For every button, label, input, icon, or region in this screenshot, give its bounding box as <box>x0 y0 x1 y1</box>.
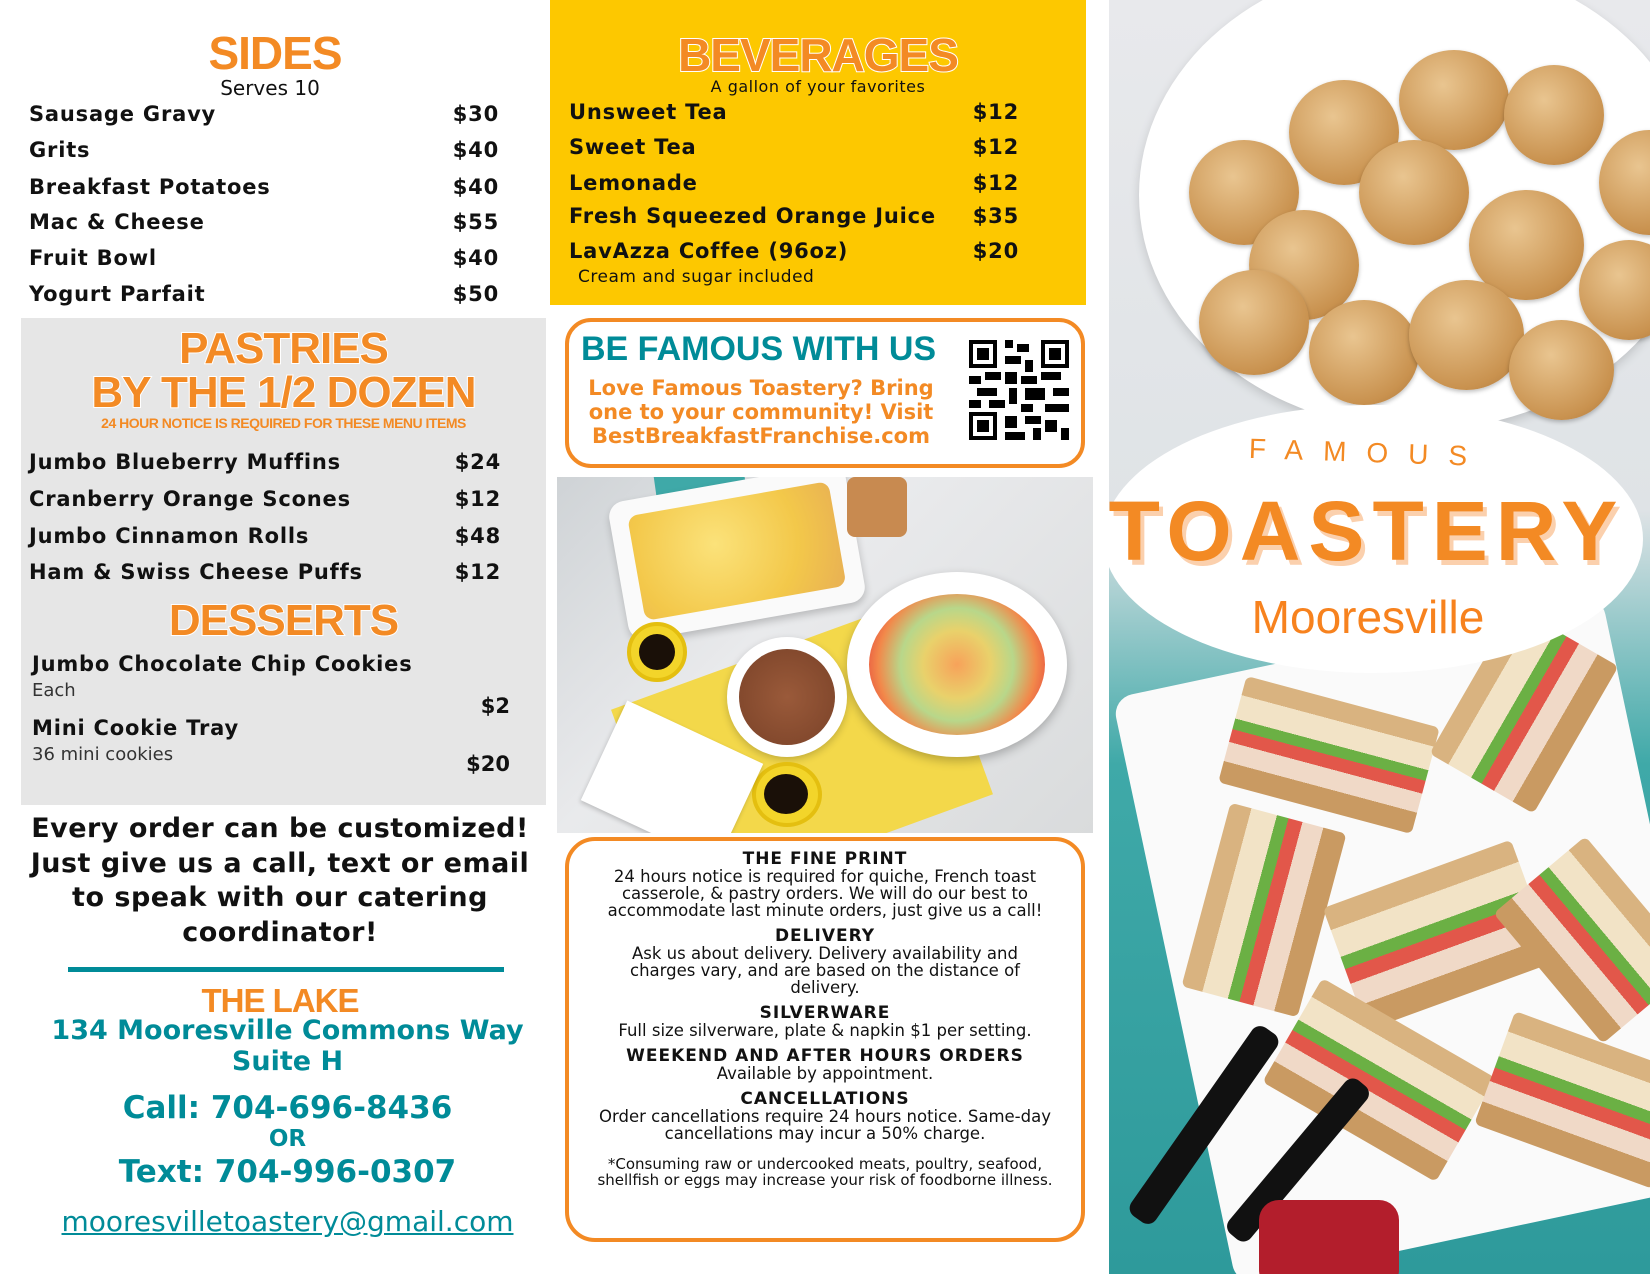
fine-print-box <box>565 837 1085 1242</box>
menu-item: Lemonade $12 <box>569 171 1019 195</box>
breakfast-photo <box>557 477 1093 833</box>
coffee-note: Cream and sugar included <box>578 267 815 287</box>
menu-item: Cranberry Orange Scones $12 <box>29 487 501 511</box>
after-hours-section: WEEKEND AND AFTER HOURS ORDERS Available by appointment. <box>626 1046 1024 1083</box>
franchise-title: BE FAMOUS WITH US <box>581 330 937 368</box>
dessert-item-price: $20 <box>466 752 510 776</box>
qr-code-icon[interactable] <box>969 338 1069 442</box>
delivery-section: DELIVERY Ask us about delivery. Delivery availability and charges vary, and are based on the distance of delivery. <box>630 926 1020 997</box>
menu-item: Mac & Cheese $55 <box>29 210 499 234</box>
divider <box>68 967 504 972</box>
beverages-subtitle: A gallon of your favorites <box>710 77 926 96</box>
menu-item: Fresh Squeezed Orange Juice $35 <box>569 204 1019 228</box>
sides-title: SIDES <box>208 27 342 79</box>
menu-item: Jumbo Cinnamon Rolls $48 <box>29 524 501 548</box>
menu-item: Sausage Gravy $30 <box>29 102 499 126</box>
food-safety-disclaimer: *Consuming raw or undercooked meats, poultry, seafood, shellfish or eggs may increase your risk of foodborne illness. <box>597 1155 1053 1189</box>
beverages-title: BEVERAGES <box>678 29 958 81</box>
or-label: OR <box>268 1126 307 1152</box>
menu-item: Breakfast Potatoes $40 <box>29 175 499 199</box>
address-line-1: 134 Mooresville Commons Way <box>51 1015 524 1046</box>
address-line-2: Suite H <box>231 1046 344 1077</box>
silverware-section: SILVERWARE Full size silverware, plate & napkin $1 per setting. <box>618 1003 1032 1040</box>
menu-item: Fruit Bowl $40 <box>29 246 499 270</box>
menu-item: Grits $40 <box>29 138 499 162</box>
menu-item: LavAzza Coffee (96oz) $20 <box>569 239 1019 263</box>
customize-message: Every order can be customized! Just give us a call, text or email to speak with our catering coordinator! <box>30 813 530 948</box>
menu-item: Sweet Tea $12 <box>569 135 1019 159</box>
sides-section <box>0 0 550 318</box>
menu-item: Jumbo Blueberry Muffins $24 <box>29 450 501 474</box>
dessert-item-note: 36 mini cookies <box>32 744 174 765</box>
pastries-subtitle: BY THE 1/2 DOZEN <box>91 368 476 417</box>
fine-print-section: THE FINE PRINT 24 hours notice is required for quiche, French toast casserole, & pastry orders. We will do our best to accommodate last minute orders, just give us a call! <box>607 849 1043 920</box>
logo-location: Mooresville <box>1251 591 1485 643</box>
sides-subtitle: Serves 10 <box>220 76 320 100</box>
franchise-box <box>565 318 1085 468</box>
contact-section <box>15 812 545 1262</box>
menu-item: Yogurt Parfait $50 <box>29 282 499 306</box>
dessert-item-name: Jumbo Chocolate Chip Cookies <box>32 652 413 676</box>
franchise-text[interactable]: Love Famous Toastery? Bring one to your community! Visit BestBreakfastFranchise.com <box>588 376 934 448</box>
menu-item: Ham & Swiss Cheese Puffs $12 <box>29 560 501 584</box>
desserts-title: DESSERTS <box>168 596 399 645</box>
call-number[interactable]: Call: 704-696-8436 <box>122 1090 453 1126</box>
location-name: THE LAKE <box>201 982 359 1019</box>
dessert-item-note: Each <box>32 680 76 701</box>
cancellations-section: CANCELLATIONS Order cancellations require 24 hours notice. Same-day cancellations may incur a 50% charge. <box>599 1089 1051 1143</box>
dessert-item-price: $2 <box>480 694 510 718</box>
text-number[interactable]: Text: 704-996-0307 <box>118 1154 457 1190</box>
pastries-title: PASTRIES <box>179 324 388 373</box>
beverages-section <box>550 0 1086 305</box>
logo-toastery: TOASTERY <box>1108 484 1626 578</box>
email-link[interactable]: mooresvilletoastery@gmail.com <box>61 1205 514 1238</box>
dessert-item-name: Mini Cookie Tray <box>32 716 239 740</box>
menu-item: Unsweet Tea $12 <box>569 100 1019 124</box>
logo-famous: FAMOUS <box>1248 432 1488 473</box>
logo-badge <box>1103 405 1643 673</box>
pastries-section <box>21 318 546 805</box>
pastries-notice: 24 HOUR NOTICE IS REQUIRED FOR THESE MENU ITEMS <box>101 415 466 431</box>
